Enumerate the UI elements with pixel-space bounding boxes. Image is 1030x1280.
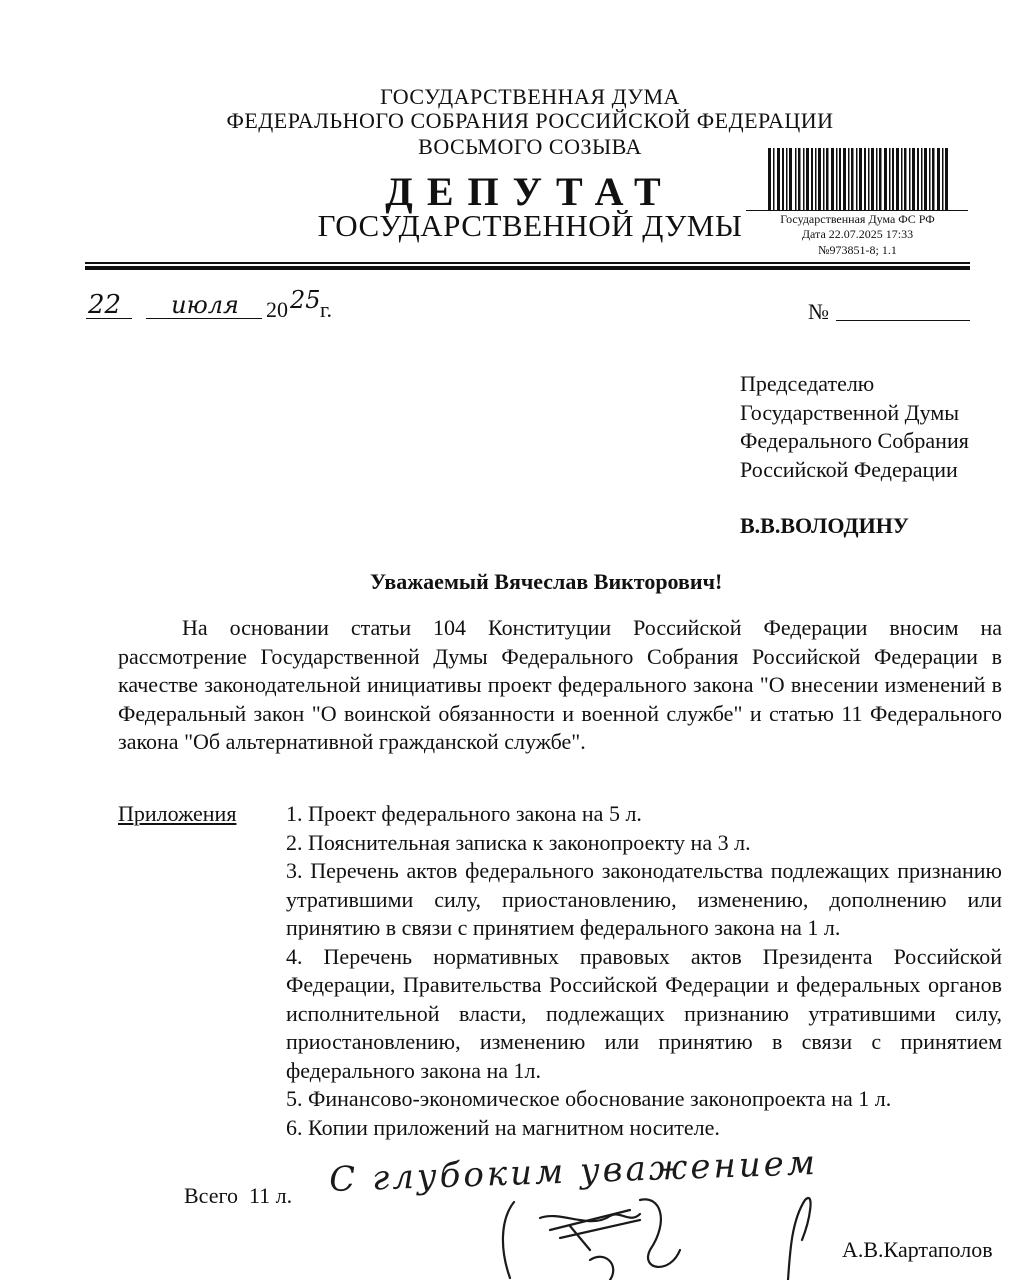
closing-handwritten: С глубоким уважением: [328, 1142, 819, 1200]
attachment-item: 5. Финансово-экономическое обоснование законопроекта на 1 л.: [286, 1086, 892, 1111]
date-year-prefix: 20: [266, 297, 288, 322]
date-year-unit: г.: [320, 297, 333, 322]
attachment-item: 6. Копии приложений на магнитном носителе.: [286, 1114, 720, 1140]
header-rule-thin: [85, 262, 970, 264]
date-month: июля: [171, 291, 239, 319]
date-day: 22: [88, 290, 122, 320]
stamp-date: Дата 22.07.2025 17:33: [801, 227, 914, 241]
stamp-org: Государственная Дума ФС РФ: [780, 212, 935, 226]
signature: [470, 1190, 830, 1280]
deputy-title: ДЕПУТАТ: [385, 169, 675, 214]
addressee-line: Председателю: [740, 371, 875, 396]
number-label: №: [808, 299, 829, 324]
stamp-top-line: [746, 210, 968, 211]
attachment-item: 2. Пояснительная записка к законопроекту на 3 л.: [286, 829, 751, 855]
barcode: [768, 148, 952, 210]
header-rule-thick: [85, 266, 970, 270]
addressee-line: Российской Федерации: [740, 456, 958, 482]
number-blank: [836, 320, 970, 321]
total-pages: Всего 11 л.: [184, 1183, 293, 1208]
body-paragraph: На основании статьи 104 Конституции Российской Федерации вносим на рассмотрение Государственной Думы Федерального Собрания Российской Федерации в качестве законодательной инициативы проект федерального закона "О внесении изменений в Федеральный закон "О воинской обязанности и военной службе" и статью 11 Федерального закона "Об альтернативной гражданской службе".: [118, 615, 1002, 754]
attachment-item: 1. Проект федерального закона на 5 л.: [286, 801, 642, 826]
addressee-name: В.В.ВОЛОДИНУ: [740, 513, 909, 538]
header-line-3: ВОСЬМОГО СОЗЫВА: [418, 134, 642, 159]
signatory-name: А.В.Картаполов: [842, 1237, 993, 1262]
date-month-underline: [146, 318, 262, 319]
date-day-underline: [86, 318, 132, 319]
addressee-block: [740, 370, 969, 484]
salutation: Уважаемый Вячеслав Викторович!: [370, 569, 723, 594]
header-line-1: ГОСУДАРСТВЕННАЯ ДУМА: [380, 84, 680, 109]
stamp-number: №973851-8; 1.1: [818, 243, 897, 257]
attachments-list: [286, 800, 1002, 1142]
addressee-line: Федерального Собрания: [740, 428, 969, 453]
addressee-line: Государственной Думы: [740, 399, 960, 425]
date-year-suffix: 25: [290, 286, 321, 314]
attachment-item: 3. Перечень актов федерального законодательства подлежащих признанию утратившими силу, приостановлению, изменению, дополнению или принятию в связи с принятием федерального закона на 1 л.: [286, 858, 1002, 940]
header-line-2: ФЕДЕРАЛЬНОГО СОБРАНИЯ РОССИЙСКОЙ ФЕДЕРАЦИИ: [226, 108, 834, 133]
deputy-subtitle: ГОСУДАРСТВЕННОЙ ДУМЫ: [317, 208, 743, 243]
attachment-item: 4. Перечень нормативных правовых актов Президента Российской Федерации, Правительства Российской Федерации и федеральных органов исполнительной власти, подлежащих признанию утратившими силу, приостановлению, изменению или принятию в связи с принятием федерального закона на 1л.: [286, 943, 1002, 1083]
attachments-label: Приложения: [118, 801, 237, 826]
